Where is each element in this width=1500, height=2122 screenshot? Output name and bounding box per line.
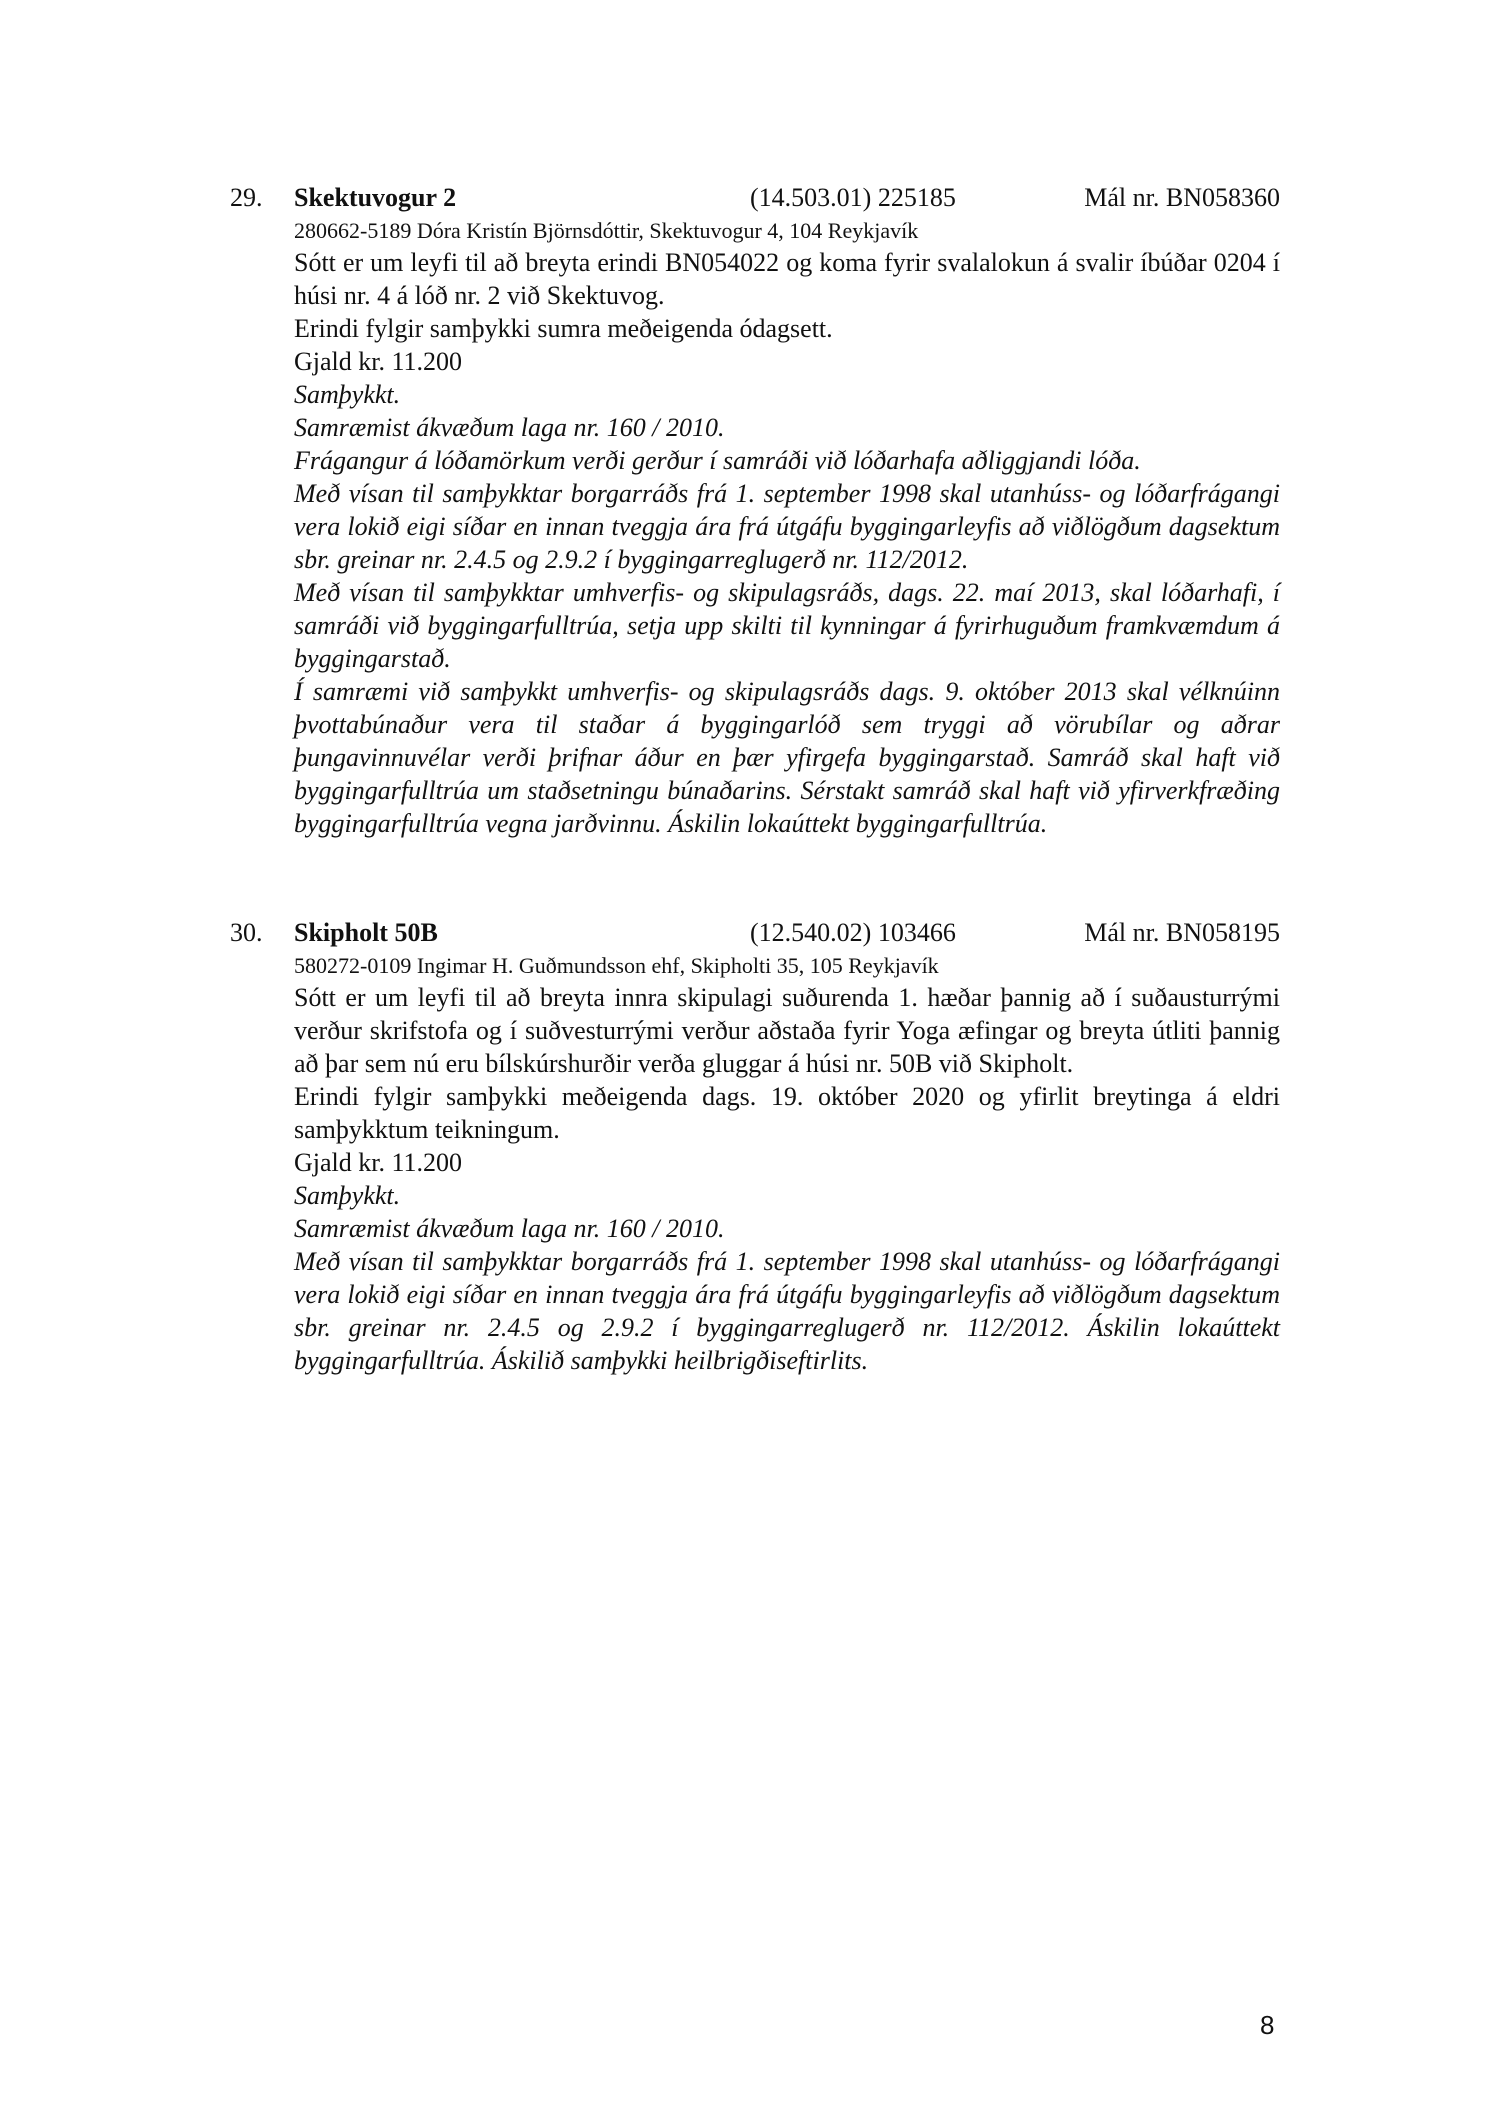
case-number: 30.: [230, 918, 263, 947]
decision-finishing-deadline: Með vísan til samþykktar borgarráðs frá 1. september 1998 skal utanhúss- og lóðarfrágangi vera lokið eigi síðar en innan tveggja ára frá útgáfu byggingarleyfis að viðlögðum dagsektum sbr. greinar nr. 2.4.5 og 2.9.2 í byggingarreglugerð nr. 112/2012. Áskilin lokaúttekt byggingarfulltrúa. Áskilið samþykki heilbrigðiseftirlits.: [294, 1247, 1280, 1375]
case-file-number: Mál nr. BN058195: [1084, 918, 1280, 947]
decision-washing-equipment: Í samræmi við samþykkt umhverfis- og skipulagsráðs dags. 9. október 2013 skal vélknúinn þvottabúnaður vera til staðar á byggingarlóð sem tryggi að vörubílar og aðrar þungavinnuvélar verði þrifnar áður en þær yfirgefa byggingarstað. Samráð skal haft við byggingarfulltrúa um staðsetningu búnaðarins. Sérstakt samráð skal haft við yfirverkfræðing byggingarfulltrúa vegna jarðvinnu. Áskilin lokaúttekt byggingarfulltrúa.: [294, 677, 1280, 838]
case-reference: (12.540.02) 103466: [750, 918, 956, 947]
page-number: 8: [1260, 2010, 1275, 2040]
attachment-note: Erindi fylgir samþykki meðeigenda dags. 19. október 2020 og yfirlit breytinga á eldri samþykktum teikningum.: [294, 1082, 1280, 1144]
case-entry-30: [230, 915, 1280, 1377]
applicant-line: 280662-5189 Dóra Kristín Björnsdóttir, Skektuvogur 4, 104 Reykjavík: [294, 218, 919, 243]
case-entry-29: [230, 180, 1280, 840]
fee-line: Gjald kr. 11.200: [294, 1148, 463, 1177]
fee-line: Gjald kr. 11.200: [294, 347, 463, 376]
attachment-note: Erindi fylgir samþykki sumra meðeigenda ódagsett.: [294, 314, 833, 343]
decision-law-compliance: Samræmist ákvæðum laga nr. 160 / 2010.: [294, 413, 725, 442]
case-header: [230, 180, 1280, 216]
application-text: Sótt er um leyfi til að breyta erindi BN054022 og koma fyrir svalalokun á svalir íbúðar 0204 í húsi nr. 4 á lóð nr. 2 við Skektuvog.: [294, 248, 1280, 310]
case-reference: (14.503.01) 225185: [750, 183, 956, 212]
case-title: Skektuvogur 2: [294, 183, 457, 212]
case-number: 29.: [230, 183, 263, 212]
case-header: [230, 915, 1280, 951]
case-body: [294, 951, 1280, 1377]
applicant-line: 580272-0109 Ingimar H. Guðmundsson ehf, Skipholti 35, 105 Reykjavík: [294, 953, 939, 978]
case-title: Skipholt 50B: [294, 918, 438, 947]
decision-law-compliance: Samræmist ákvæðum laga nr. 160 / 2010.: [294, 1214, 725, 1243]
decision-sign-requirement: Með vísan til samþykktar umhverfis- og skipulagsráðs, dags. 22. maí 2013, skal lóðarhafi, í samráði við byggingarfulltrúa, setja upp skilti til kynningar á fyrirhuguðum framkvæmdum á byggingarstað.: [294, 578, 1280, 673]
decision-approved: Samþykkt.: [294, 1181, 401, 1210]
case-body: [294, 216, 1280, 840]
case-file-number: Mál nr. BN058360: [1084, 183, 1280, 212]
application-text: Sótt er um leyfi til að breyta innra skipulagi suðurenda 1. hæðar þannig að í suðausturrými verður skrifstofa og í suðvesturrými verður aðstaða fyrir Yoga æfingar og breyta útliti þannig að þar sem nú eru bílskúrshurðir verða gluggar á húsi nr. 50B við Skipholt.: [294, 983, 1280, 1078]
decision-approved: Samþykkt.: [294, 380, 401, 409]
decision-finishing-deadline: Með vísan til samþykktar borgarráðs frá 1. september 1998 skal utanhúss- og lóðarfrágangi vera lokið eigi síðar en innan tveggja ára frá útgáfu byggingarleyfis að viðlögðum dagsektum sbr. greinar nr. 2.4.5 og 2.9.2 í byggingarreglugerð nr. 112/2012.: [294, 479, 1280, 574]
decision-boundary-note: Frágangur á lóðamörkum verði gerður í samráði við lóðarhafa aðliggjandi lóða.: [294, 446, 1141, 475]
